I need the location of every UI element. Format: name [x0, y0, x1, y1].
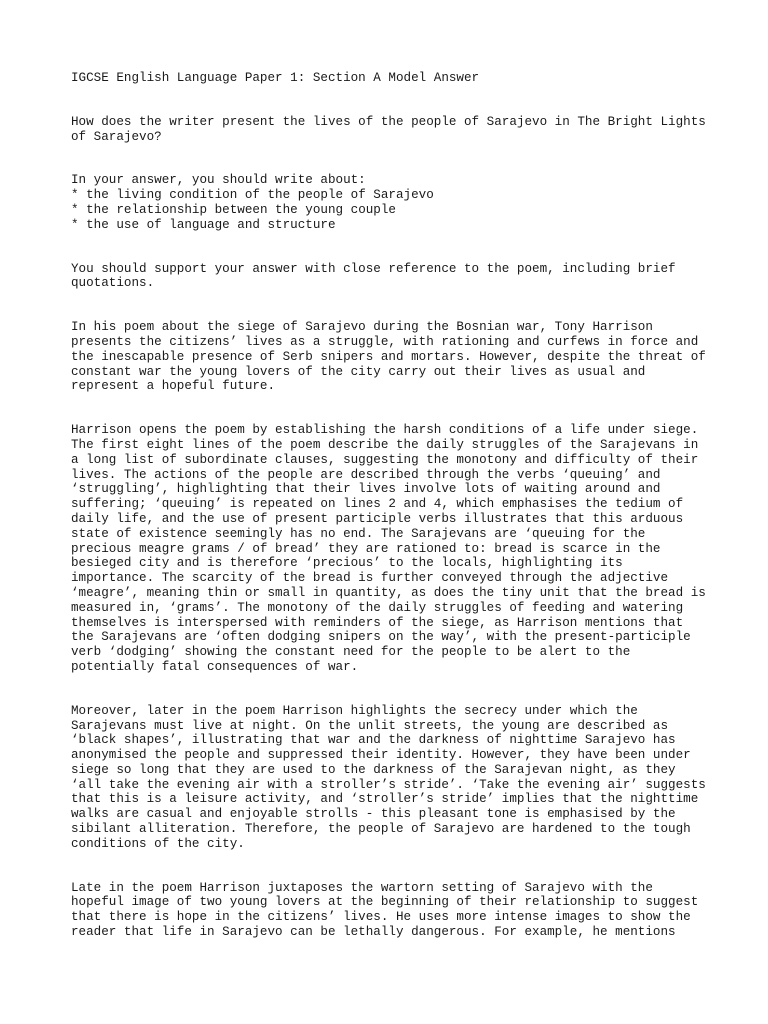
- list-item: * the relationship between the young couple: [71, 203, 711, 218]
- instructions-intro: In your answer, you should write about:: [71, 173, 366, 188]
- instructions-list: [71, 188, 711, 232]
- paragraph-night-secrecy: Moreover, later in the poem Harrison highlights the secrecy under which the Sarajevans must live at night. On the unlit streets, the young are described as ‘black shapes’, illustrating that war and the darkness of nighttime Sarajevo has anonymised the people and suppressed their identity. However, they have been under siege so long that they are used to the darkness of the Sarajevan night, as they ‘all take the evening air with a stroller’s stride’. ‘Take the evening air’ suggests that this is a leisure activity, and ‘stroller’s stride’ implies that the nighttime walks are casual and enjoyable strolls - this pleasant tone is emphasised by the sibilant alliteration. Therefore, the people of Sarajevo are hardened to the tough conditions of the city.: [71, 703, 714, 851]
- list-item: * the living condition of the people of Sarajevo: [71, 188, 711, 203]
- support-note: You should support your answer with close reference to the poem, including brief quotations.: [71, 261, 684, 291]
- list-item: * the use of language and structure: [71, 218, 711, 233]
- document-title: IGCSE English Language Paper 1: Section A Model Answer: [71, 71, 480, 85]
- paragraph-young-lovers: Late in the poem Harrison juxtaposes the wartorn setting of Sarajevo with the hopeful image of two young lovers at the beginning of their relationship to suggest that there is hope in the citizens’ lives. He uses more intense images to show the reader that life in Sarajevo can be lethally dangerous. For example, he mentions: [71, 880, 706, 940]
- document-page: [71, 71, 714, 940]
- paragraph-introduction: In his poem about the siege of Sarajevo during the Bosnian war, Tony Harrison presents the citizens’ lives as a struggle, with rationing and curfews in force and the inescapable presence of Serb snipers and mortars. However, despite the threat of constant war the young lovers of the city carry out their lives as usual and represent a hopeful future.: [71, 320, 714, 394]
- paragraph-harsh-conditions: Harrison opens the poem by establishing the harsh conditions of a life under siege. The first eight lines of the poem describe the daily struggles of the Sarajevans in a long list of subordinate clauses, suggesting the monotony and difficulty of their lives. The actions of the people are described through the verbs ‘queuing’ and ‘struggling’, highlighting that their lives involve lots of waiting around and suffering; ‘queuing’ is repeated on lines 2 and 4, which emphasises the tedium of daily life, and the use of present participle verbs illustrates that this arduous state of existence seemingly has no end. The Sarajevans are ‘queuing for the precious meagre grams / of bread’ they are rationed to: bread is scarce in the besieged city and is therefore ‘precious’ to the locals, highlighting its importance. The scarcity of the bread is further conveyed through the adjective ‘meagre’, meaning thin or small in quantity, as does the tiny unit that the bread is measured in, ‘grams’. The monotony of the daily struggles of feeding and watering themselves is interspersed with reminders of the siege, as Harrison mentions that the Sarajevans are ‘often dodging snipers on the way’, with the present-participle verb ‘dodging’ showing the constant need for the people to be alert to the potentially fatal consequences of war.: [71, 423, 714, 674]
- exam-question: How does the writer present the lives of the people of Sarajevo in The Bright Lights of Sarajevo?: [71, 114, 714, 144]
- instructions: [71, 173, 711, 232]
